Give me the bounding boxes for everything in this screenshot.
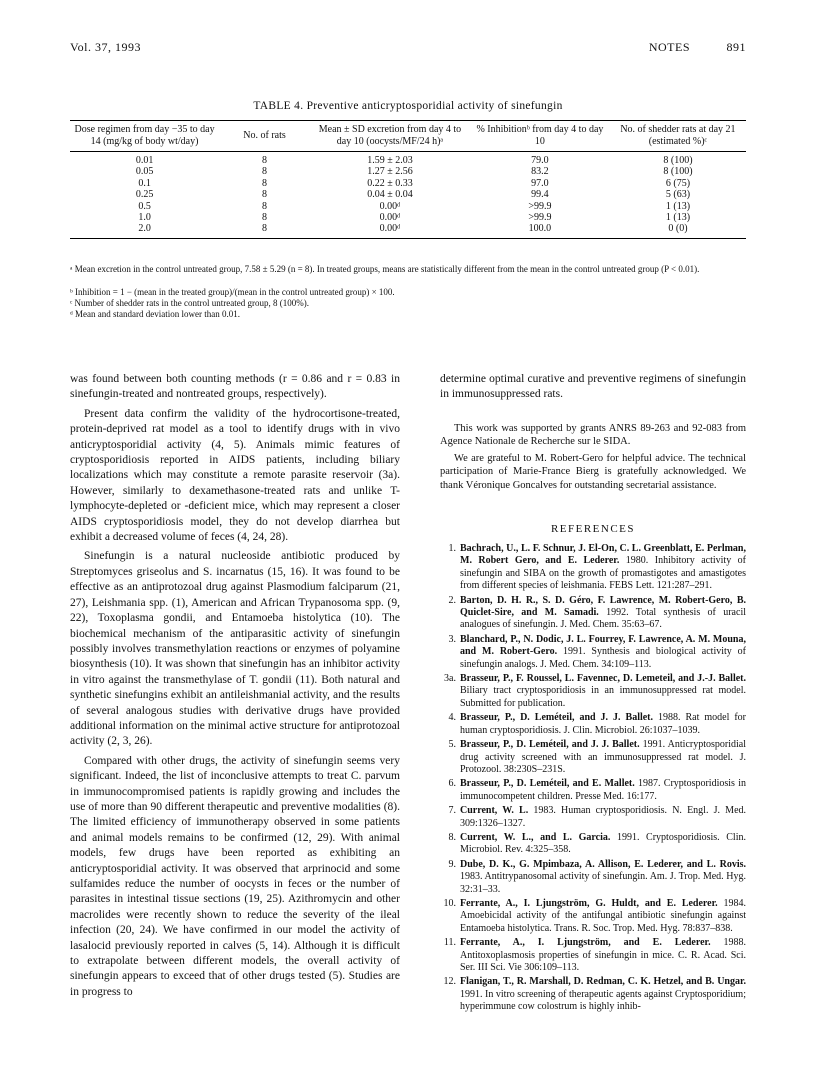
reference-details: 1991. Cryptosporidiosis. Clin. Microbiol. Rev. 4:325–358.: [460, 831, 746, 856]
reference-authors: Barton, D. H. R., S. D. Géro, F. Lawrence, M. Robert-Gero, B. Quiclet-Sire, and M. Samadi.: [460, 594, 746, 619]
table-body: [70, 152, 746, 239]
reference-item: [440, 543, 746, 593]
references-heading: REFERENCES: [550, 523, 636, 535]
table-cell: 8 (100): [663, 166, 693, 178]
table-row: [70, 152, 746, 167]
reference-details: 1980. Inhibitory activity of sinefungin and SIBA on the growth of promastigotes and amastigotes from different species of leishmania. FEBS Lett. 121:287–291.: [460, 555, 746, 592]
body-paragraph: Present data confirm the validity of the hydrocortisone-treated, protein-deprived rat model as a tool to identify drugs with in vivo anticryptosporidial activity (4, 5). Animals mimic features of cryptosporidiosis reported in AIDS patients, including biliary localizations which may constitute a remote parasite reservoir (3a). However, similarly to dexamethasone-treated rats and unlike T-lymphocyte-depleted or -deficient mice, which may represent a closer AIDS cryptosporidiosis model, they do not develop diarrhea but exhibit a decreased volume of feces (4, 24, 28).: [70, 407, 400, 544]
table-row: [70, 178, 746, 189]
body-paragraph: Compared with other drugs, the activity of sinefungin seems very significant. Indeed, the list of inconclusive attempts to treat C. parvum in immunocompromised patients is rapidly growing and includes the use of more than 90 different therapeutic and preventive modalities (8). The limited efficiency of immunotherapy observed in some patients and animal models remains to be confirmed (12, 29). With animal models, few drugs have been reported as exhibiting an anticryptosporidial activity. It was observed that arprinocid and some sulfamides reduce the number of oocysts in feces or the number of parasites in intestinal tissue sections (19, 25). Azithromycin and other macrolides were recently shown to reduce the severity of the ileal infection (20, 24). We have confirmed in our model the activity of lasalocid previously reported in calves (5, 14). Although it is difficult to extrapolate between different models, the overall activity of sinefungin appears to exceed that of other drugs tested (5). Studies are in progress to: [70, 754, 400, 998]
column-header: No. of shedder rats at day 21 (estimated %)ᶜ: [620, 124, 736, 147]
reference-number: 3a.: [444, 673, 456, 685]
reference-number: 6.: [448, 778, 456, 790]
table-cell: 2.0: [138, 223, 151, 235]
reference-authors: Dube, D. K., G. Mpimbaza, A. Allison, E. Lederer, and L. Rovis.: [460, 858, 746, 870]
column-header: Mean ± SD excretion from day 4 to day 10 (oocysts/MF/24 h)ᵃ: [318, 124, 462, 147]
table-cell: 79.0: [531, 155, 549, 166]
table-cell: 8: [262, 212, 268, 224]
acknowledgment-funding: [440, 422, 746, 449]
table-cell: 0.05: [135, 166, 154, 178]
table-cell: 0 (0): [668, 223, 688, 235]
table-footnote: ᶜ Number of shedder rats in the control untreated group, 8 (100%).: [70, 298, 309, 308]
table-cell: 8: [262, 155, 268, 166]
reference-authors: Ferrante, A., I. Ljungström, and E. Lederer.: [460, 937, 711, 949]
table-cell: 83.2: [531, 166, 549, 178]
table-cell: 100.0: [528, 223, 552, 235]
reference-number: 1.: [448, 543, 456, 554]
reference-details: 1992. Total synthesis of uracil analogues of sinefungin. J. Med. Chem. 35:63–67.: [460, 607, 746, 631]
table-footnote: ᵃ Mean excretion in the control untreated group, 7.58 ± 5.29 (n = 8). In treated groups, means are statistically different from the mean in the control untreated group (P < 0.01).: [70, 264, 700, 274]
acknowledgment-paragraph: We are grateful to M. Robert-Gero for helpful advice. The technical participation of Marie-France Bierg is gratefully acknowledged. We thank Véronique Goncalves for outstanding secretarial assistance.: [440, 453, 746, 491]
table-cell: 0.25: [135, 189, 154, 201]
reference-number: 4.: [448, 712, 456, 724]
reference-authors: Flanigan, T., R. Marshall, D. Redman, C. K. Hetzel, and B. Ungar.: [460, 976, 746, 988]
table-cell: 97.0: [531, 177, 549, 189]
reference-authors: Brasseur, P., D. Leméteil, and J. J. Ballet.: [460, 712, 654, 724]
table-cell: 1 (13): [665, 200, 691, 212]
reference-item: [440, 937, 746, 974]
running-header: [70, 40, 746, 60]
reference-item: [440, 739, 746, 776]
reference-item: [440, 595, 746, 632]
table-row: [70, 166, 746, 177]
table-row: [70, 201, 746, 212]
table-cell: >99.9: [528, 200, 552, 212]
table-cell: 99.4: [531, 189, 549, 201]
reference-authors: Brasseur, P., D. Leméteil, and E. Mallet.: [460, 778, 635, 790]
table-cell: 8: [262, 200, 268, 212]
table-cell: 1.27 ± 2.56: [367, 166, 413, 178]
reference-authors: Brasseur, P., F. Roussel, L. Favennec, D. Lemeteil, and J.-J. Ballet.: [460, 673, 746, 685]
reference-details: 1991. Synthesis and biological activity of sinefungin analogs. J. Med. Chem. 34:109–113.: [460, 646, 746, 670]
body-paragraph: determine optimal curative and preventive regimens of sinefungin in immunosuppressed rats.: [440, 373, 746, 401]
page-number: 891: [726, 40, 746, 54]
table-row: [70, 212, 746, 223]
table-cell: 0.5: [138, 200, 151, 212]
table-caption: TABLE 4. Preventive anticryptosporidial activity of sinefungin: [253, 100, 563, 112]
table-cell: 0.04 ± 0.04: [367, 189, 413, 201]
section-label: NOTES: [648, 40, 690, 54]
reference-list: [440, 543, 746, 1016]
reference-details: 1991. In vitro screening of therapeutic agents against Cryptosporidium; hyperimmune cow colostrum is highly inhib-: [460, 988, 746, 1013]
table-cell: 8: [262, 189, 268, 201]
reference-number: 11.: [443, 937, 456, 949]
body-paragraph: Sinefungin is a natural nucleoside antibiotic produced by Streptomyces griseolus and S. incarnatus (15, 16). It was found to be effective as an antiprotozoal drug against Plasmodium falciparum (21, 27), Leishmania spp. (1), American and African Trypanosoma spp. (9, 22), Toxoplasma gondii, and Entamoeba histolytica (10). The biochemical mechanism of the antiparasitic activity of sinefungin possibly involves transmethylation reactions or enzymes of polyamine biosynthesis (10). It was shown that sinefungin has an inhibitor activity in vitro against the transmethylase of T. gondii (11). Both natural and synthetic sinefungins exhibit an antileishmanial activity, and the results of several analogous studies with derivative drugs have provided additional information on the minimal active structure for antiprotozoal activity (2, 3, 26).: [70, 550, 400, 748]
column-header: Dose regimen from day −35 to day 14 (mg/kg of body wt/day): [74, 124, 215, 147]
reference-number: 8.: [448, 831, 456, 843]
reference-number: 2.: [448, 594, 456, 606]
table-cell: 5 (63): [665, 189, 691, 201]
reference-item: [440, 712, 746, 737]
reference-authors: Ferrante, A., I. Ljungström, G. Huldt, and E. Lederer.: [460, 897, 718, 909]
reference-number: 7.: [448, 805, 456, 817]
table-cell: 0.1: [138, 177, 151, 189]
body-paragraph: was found between both counting methods (r = 0.86 and r = 0.83 in sinefungin-treated and nontreated groups, respectively).: [70, 373, 400, 401]
reference-authors: Current, W. L., and L. Garcia.: [460, 831, 611, 843]
reference-details: 1988. Rat model for human cryptosporidiosis. J. Clin. Microbiol. 26:1037–1039.: [460, 712, 746, 736]
table-cell: 0.22 ± 0.33: [367, 177, 413, 189]
table-cell: 0.01: [135, 155, 154, 166]
table-cell: 8: [262, 177, 268, 189]
table-footnote: ᵈ Mean and standard deviation lower than 0.01.: [70, 309, 241, 319]
column-header: No. of rats: [243, 130, 286, 141]
table-cell: 1.59 ± 2.03: [367, 155, 413, 166]
reference-number: 3.: [448, 633, 456, 645]
reference-authors: Brasseur, P., D. Leméteil, and J. J. Ballet.: [460, 739, 640, 751]
reference-details: 1984. Amoebicidal activity of the antifungal antibiotic sinefungin against Entamoeba histolytica. Trans. R. Soc. Trop. Med. Hyg. 78:837–838.: [460, 897, 746, 934]
reference-item: [440, 976, 746, 1013]
results-table: [70, 120, 746, 239]
reference-authors: Bachrach, U., L. F. Schnur, J. El-On, C. L. Greenblatt, E. Perlman, M. Robert Gero, and E. Lederer.: [460, 543, 746, 567]
reference-number: 10.: [443, 897, 456, 909]
reference-number: 5.: [448, 739, 456, 751]
reference-number: 12.: [443, 976, 456, 988]
reference-item: [440, 673, 746, 710]
table-cell: 0.00ᵈ: [379, 212, 401, 224]
table-cell: 6 (75): [665, 177, 691, 189]
reference-authors: Current, W. L.: [460, 805, 529, 817]
reference-details: Biliary tract cryptosporidiosis in an immunosuppressed rat model. Submitted for publication.: [460, 685, 746, 709]
acknowledgment-thanks: [440, 452, 746, 492]
table-row: [70, 223, 746, 238]
table-cell: >99.9: [528, 212, 552, 224]
table-cell: 1 (13): [665, 212, 691, 224]
acknowledgment-paragraph: This work was supported by grants ANRS 89-263 and 92-083 from Agence Nationale de Recherche sur le SIDA.: [440, 423, 746, 448]
table-cell: 0.00ᵈ: [379, 223, 401, 235]
reference-item: [440, 634, 746, 671]
right-column-text: [440, 372, 746, 403]
column-header: % Inhibitionᵇ from day 4 to day 10: [476, 124, 604, 147]
reference-authors: Blanchard, P., N. Dodic, J. L. Fourrey, F. Lawrence, A. M. Mouna, and M. Robert-Gero.: [460, 633, 746, 658]
reference-details: 1988. Antitoxoplasmosis properties of sinefungin in mice. C. R. Acad. Sci. Ser. III Sci. Vie 306:109–113.: [460, 937, 746, 973]
reference-item: [440, 805, 746, 830]
table-cell: 8: [262, 223, 268, 235]
left-column-text: [70, 372, 400, 1000]
journal-volume: Vol. 37, 1993: [70, 40, 141, 54]
reference-item: [440, 859, 746, 896]
reference-details: 1991. Anticryptosporidial drug activity screened with an immunosuppressed rat model. J. Protozool. 38:230S–231S.: [460, 739, 746, 775]
table-cell: 8: [262, 166, 268, 178]
reference-item: [440, 778, 746, 803]
reference-details: 1983. Human cryptosporidiosis. N. Engl. J. Med. 309:1326–1327.: [460, 805, 747, 829]
table-header-row: [70, 121, 746, 152]
table-cell: 1.0: [138, 212, 151, 224]
table-footnote: ᵇ Inhibition = 1 − (mean in the treated group)/(mean in the control untreated group) × 100.: [70, 287, 395, 297]
table-cell: 8 (100): [663, 155, 693, 166]
reference-number: 9.: [448, 858, 456, 870]
reference-details: 1983. Antitrypanosomal activity of sinefungin. Am. J. Trop. Med. Hyg. 32:31–33.: [460, 871, 746, 895]
table-row: [70, 189, 746, 200]
table-cell: 0.00ᵈ: [379, 200, 401, 212]
reference-details: 1987. Cryptosporidiosis in immunocompetent children. Presse Med. 16:177.: [460, 778, 746, 802]
reference-item: [440, 898, 746, 935]
reference-item: [440, 832, 746, 857]
